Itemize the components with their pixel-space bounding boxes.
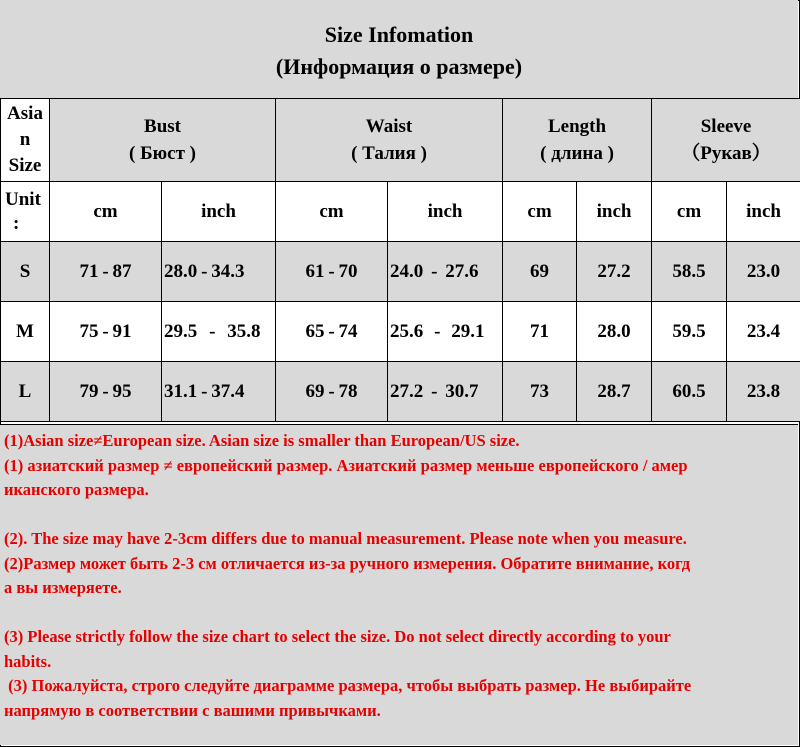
title-box bbox=[0, 0, 798, 100]
note-2-ru-cont: а вы измеряете. bbox=[4, 578, 122, 597]
length-inch-cell: 27.2 bbox=[577, 242, 652, 302]
length-inch-cell: 28.7 bbox=[577, 362, 652, 422]
note-3-en-cont: habits. bbox=[4, 651, 52, 671]
length-header: Length ( длина ) bbox=[503, 99, 652, 182]
sleeve-cm-cell: 59.5 bbox=[652, 302, 727, 362]
note-1-en: (1)Asian size≠European size. Asian size is smaller than European/US size. bbox=[4, 431, 520, 450]
sleeve-cm-cell: 60.5 bbox=[652, 362, 727, 422]
note-2-en: (2). The size may have 2-3cm differs due to manual measurement. Please note when you measure. bbox=[4, 529, 687, 548]
sleeve-inch-cell: 23.0 bbox=[727, 242, 800, 302]
bust-cm-cell: 71 - 87 bbox=[50, 242, 162, 302]
length-cm-cell: 73 bbox=[503, 362, 577, 422]
note-3-ru-cont: напрямую в соответствии с вашими привычками. bbox=[4, 700, 381, 720]
table-row bbox=[1, 242, 800, 302]
note-1-ru-cont: иканского размера. bbox=[4, 480, 149, 499]
length-cm-cell: 71 bbox=[503, 302, 577, 362]
table-row bbox=[1, 302, 800, 362]
bust-inch-cell: 31.1 - 37.4 bbox=[162, 362, 276, 422]
waist-cm-cell: 65 - 74 bbox=[276, 302, 388, 362]
waist-cm-cell: 61 - 70 bbox=[276, 242, 388, 302]
asian-size-header: Asia n Size bbox=[1, 99, 50, 182]
unit-inch: inch bbox=[388, 182, 503, 242]
waist-cm-cell: 69 - 78 bbox=[276, 362, 388, 422]
sleeve-inch-cell: 23.4 bbox=[727, 302, 800, 362]
page-title-ru: (Информация о размере) bbox=[275, 54, 523, 79]
sleeve-inch-cell: 23.8 bbox=[727, 362, 800, 422]
waist-inch-cell: 27.2 - 30.7 bbox=[388, 362, 503, 422]
waist-inch-cell: 25.6 - 29.1 bbox=[388, 302, 503, 362]
page-title: Size Infomation bbox=[324, 22, 474, 47]
note-1-ru: (1) азиатский размер ≠ европейский размер. Азиатский размер меньше европейского / амер bbox=[4, 455, 688, 475]
unit-cm: cm bbox=[503, 182, 577, 242]
unit-inch: inch bbox=[727, 182, 800, 242]
unit-inch: inch bbox=[162, 182, 276, 242]
bust-inch-cell: 28.0 - 34.3 bbox=[162, 242, 276, 302]
notes-panel bbox=[0, 424, 798, 745]
unit-label: Unit : bbox=[1, 182, 50, 242]
bust-header: Bust ( Бюст ) bbox=[50, 99, 276, 182]
note-2-ru: (2)Размер может быть 2-3 см отличается из-за ручного измерения. Обратите внимание, когд bbox=[4, 553, 691, 573]
length-cm-cell: 69 bbox=[503, 242, 577, 302]
size-label: M bbox=[1, 302, 50, 362]
length-inch-cell: 28.0 bbox=[577, 302, 652, 362]
unit-cm: cm bbox=[652, 182, 727, 242]
size-label: S bbox=[1, 242, 50, 302]
size-table bbox=[0, 98, 800, 422]
note-3-en: (3) Please strictly follow the size chart to select the size. Do not select directly according to your bbox=[4, 627, 671, 646]
sleeve-header: Sleeve （Рукав） bbox=[652, 99, 800, 182]
note-3-ru: (3) Пожалуйста, строго следуйте диаграмме размера, чтобы выбрать размер. Не выбирайте bbox=[4, 676, 692, 695]
unit-inch: inch bbox=[577, 182, 652, 242]
bust-inch-cell: 29.5 - 35.8 bbox=[162, 302, 276, 362]
waist-header: Waist ( Талия ) bbox=[276, 99, 503, 182]
unit-cm: cm bbox=[50, 182, 162, 242]
bust-cm-cell: 79 - 95 bbox=[50, 362, 162, 422]
table-row bbox=[1, 362, 800, 422]
unit-row bbox=[1, 182, 800, 242]
size-label: L bbox=[1, 362, 50, 422]
unit-cm: cm bbox=[276, 182, 388, 242]
bust-cm-cell: 75 - 91 bbox=[50, 302, 162, 362]
sleeve-cm-cell: 58.5 bbox=[652, 242, 727, 302]
waist-inch-cell: 24.0 - 27.6 bbox=[388, 242, 503, 302]
header-row bbox=[1, 99, 800, 182]
